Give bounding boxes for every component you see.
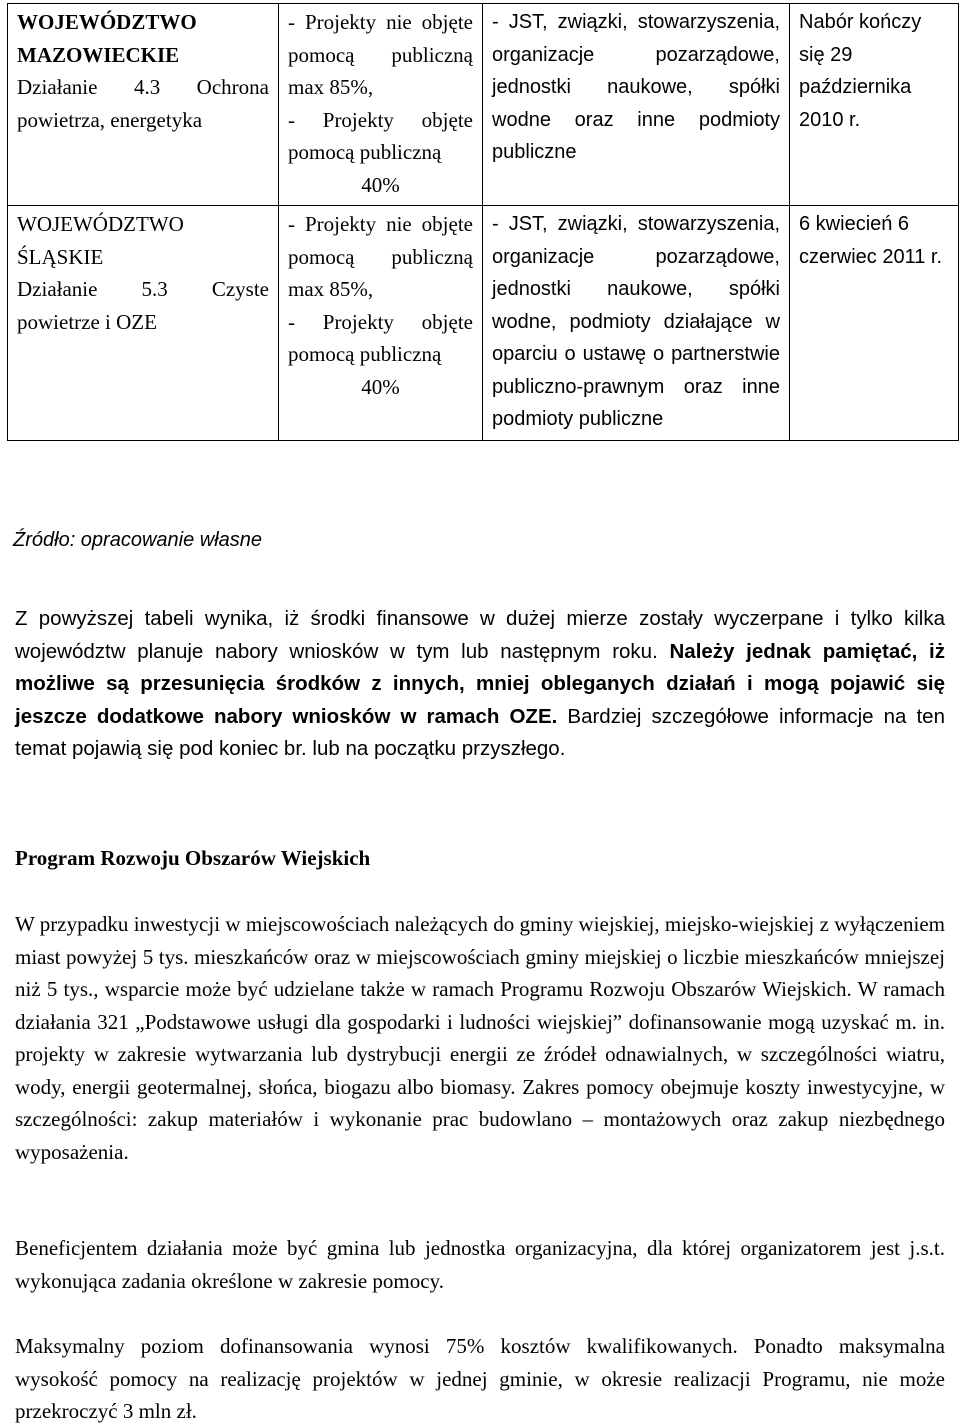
region-cell	[8, 206, 279, 441]
region-cell	[8, 4, 279, 206]
aid-item: - Projekty nie objęte pomocą publiczną max 85%,	[288, 10, 473, 99]
summary-emphasis: Należy jednak pamiętać, iż możliwe są przesunięcia środków z innych, mniej obleganych działań i mogą pojawić się jeszcze dodatkowe nabory wniosków w ramach OZE.	[15, 639, 945, 728]
aid-cell	[279, 4, 483, 206]
funding-table	[7, 3, 959, 441]
table-row	[8, 206, 959, 441]
aid-item: 40%	[361, 172, 400, 197]
region-title: WOJEWÓDZTWO MAZOWIECKIE	[17, 10, 197, 67]
body-paragraph: W przypadku inwestycji w miejscowościach należących do gminy wiejskiej, miejsko-wiejskiej z wyłączeniem miast powyżej 5 tys. mieszkańców oraz w miejscowościach gminy miejskiej o liczbie mieszkańców mniejszej niż 5 tys., wsparcie może być udzielane także w ramach Programu Rozwoju Obszarów Wiejskich. W ramach działania 321 „Podstawowe usługi dla gospodarki i ludności wiejskiej” dofinansowanie mogą uzyskać m. in. projekty w zakresie wytwarzania lub dystrybucji energii ze źródeł odnawialnych, w szczególności wiatru, wody, energii geotermalnej, słońca, biogazu albo biomasy. Zakres pomocy obejmuje koszty inwestycyjne, w szczególności: zakup materiałów i wykonanie prac budowlano – montażowych oraz zakup niezbędnego wyposażenia.	[15, 912, 945, 1164]
aid-item: - Projekty objęte pomocą publiczną	[288, 309, 473, 366]
beneficiaries-cell: - JST, związki, stowarzyszenia, organizacje pozarządowe, jednostki naukowe, spółki wodne oraz inne podmioty publiczne	[483, 4, 790, 206]
beneficiaries-cell: - JST, związki, stowarzyszenia, organizacje pozarządowe, jednostki naukowe, spółki wodne, podmioty działające w oparciu o ustawę o partnerstwie publiczno-prawnym oraz inne podmioty publiczne	[483, 206, 790, 441]
deadline-cell: 6 kwiecień 6 czerwiec 2011 r.	[790, 206, 959, 441]
source-note: Źródło: opracowanie własne	[13, 529, 263, 551]
section-heading: Program Rozwoju Obszarów Wiejskich	[15, 846, 371, 870]
region-action: Działanie 5.3 Czyste powietrze i OZE	[17, 277, 269, 334]
summary-text: Bardziej szczegółowe informacje na ten temat pojawią się pod koniec br. lub na początku przyszłego.	[15, 704, 945, 760]
region-action: Działanie 4.3 Ochrona powietrza, energetyka	[17, 75, 269, 132]
aid-item: - Projekty objęte pomocą publiczną	[288, 107, 473, 164]
summary-paragraph	[15, 603, 945, 766]
deadline-cell: Nabór kończy się 29 października 2010 r.	[790, 4, 959, 206]
aid-item: 40%	[361, 374, 400, 399]
summary-text: Z powyższej tabeli wynika, iż środki finansowe w dużej mierze zostały wyczerpane i tylko kilka województw planuje nabory wniosków w tym lub następnym roku.	[15, 607, 945, 663]
region-title: WOJEWÓDZTWO ŚLĄSKIE	[17, 212, 184, 269]
aid-item: - Projekty nie objęte pomocą publiczną max 85%,	[288, 212, 473, 301]
body-paragraph: Beneficjentem działania może być gmina lub jednostka organizacyjna, dla której organizatorem jest j.s.t. wykonująca zadania określone w zakresie pomocy.	[15, 1236, 945, 1293]
body-paragraph: Maksymalny poziom dofinansowania wynosi 75% kosztów kwalifikowanych. Ponadto maksymalna wysokość pomocy na realizację projektów w jednej gminie, w okresie realizacji Programu, nie może przekroczyć 3 mln zł.	[15, 1334, 945, 1423]
aid-cell	[279, 206, 483, 441]
table-row	[8, 4, 959, 206]
